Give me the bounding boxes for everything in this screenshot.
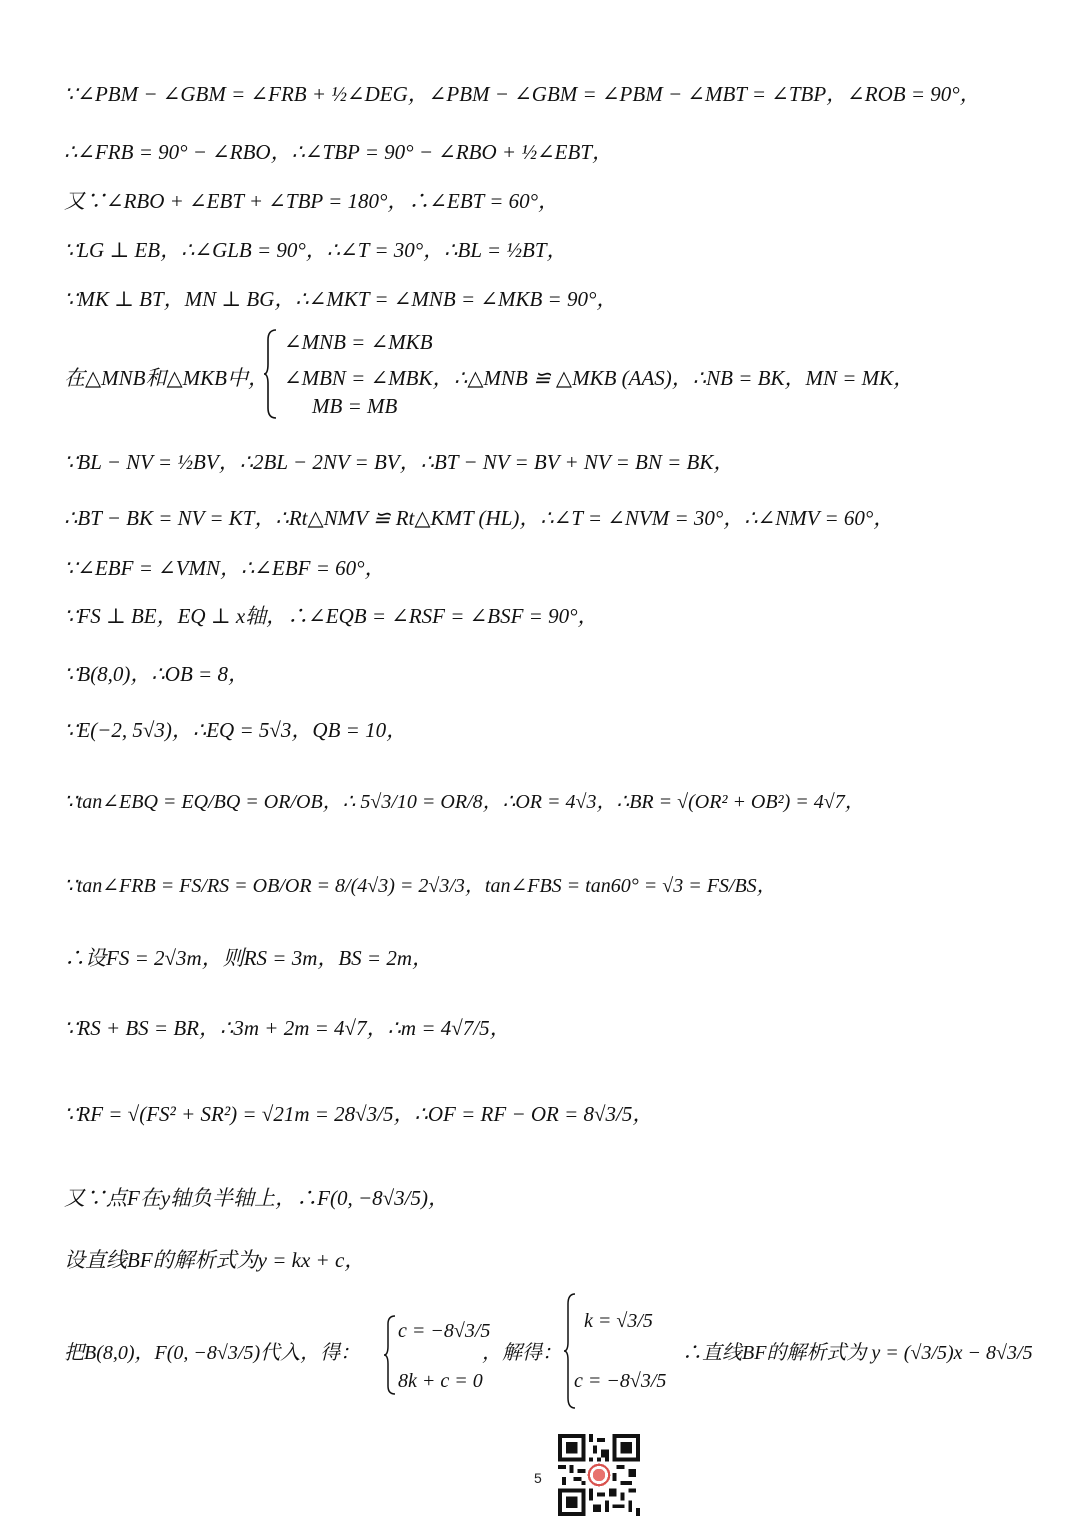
congruence-row-2: ∠MBN = ∠MBK， xyxy=(284,366,454,390)
text-line: ∴BT − BK = NV = KT，∴Rt△NMV ≌ Rt△KMT (HL)，∴∠T = ∠NVM = 30°，∴∠NMV = 60°， xyxy=(64,506,895,530)
final-solution xyxy=(64,1290,1064,1420)
text-line: 设直线BF的解析式为y = kx + c， xyxy=(64,1248,366,1272)
final-middle: ，解得： xyxy=(482,1342,562,1364)
page-number: 5 xyxy=(534,1470,542,1486)
system-2-eq-1: k = √3/5 xyxy=(584,1310,653,1332)
congruence-suffix: ∴△MNB ≌ △MKB (AAS)，∴NB = BK，MN = MK， xyxy=(454,366,915,390)
system-2-eq-2: c = −8√3/5 xyxy=(574,1370,667,1392)
text-line: ∵∠PBM − ∠GBM = ∠FRB + ½∠DEG，∠PBM − ∠GBM = ∠PBM − ∠MBT = ∠TBP，∠ROB = 90°， xyxy=(64,82,981,106)
text-line: ∵LG ⊥ EB，∴∠GLB = 90°，∴∠T = 30°，∴BL = ½BT， xyxy=(64,238,568,262)
text-line: ∵FS ⊥ BE，EQ ⊥ x轴，∴∠EQB = ∠RSF = ∠BSF = 90°， xyxy=(64,604,599,628)
congruence-proof xyxy=(64,326,1064,426)
text-line: ∵MK ⊥ BT，MN ⊥ BG，∴∠MKT = ∠MNB = ∠MKB = 90°， xyxy=(64,287,618,311)
congruence-row-3: MB = MB xyxy=(312,394,398,418)
final-suffix: ∴直线BF的解析式为 y = (√3/5)x − 8√3/5 xyxy=(682,1342,1033,1364)
final-prefix: 把B(8,0)，F(0, −8√3/5)代入，得： xyxy=(64,1342,361,1364)
text-line: ∵tan∠EBQ = EQ/BQ = OR/OB，∴ 5√3/10 = OR/8，∴OR = 4√3，∴BR = √(OR² + OB²) = 4√7， xyxy=(64,791,865,813)
system-1-eq-1: c = −8√3/5 xyxy=(398,1320,491,1342)
text-line: ∴∠FRB = 90° − ∠RBO，∴∠TBP = 90° − ∠RBO + ½∠EBT， xyxy=(64,140,614,164)
system-1-eq-2: 8k + c = 0 xyxy=(398,1370,483,1392)
text-line: ∵B(8,0)，∴OB = 8， xyxy=(64,662,249,686)
text-line: ∵E(−2, 5√3)，∴EQ = 5√3，QB = 10， xyxy=(64,718,408,742)
text-line: ∵BL − NV = ½BV，∴2BL − 2NV = BV，∴BT − NV = BV + NV = BN = BK， xyxy=(64,450,735,474)
text-line: ∵RF = √(FS² + SR²) = √21m = 28√3/5，∴OF = RF − OR = 8√3/5， xyxy=(64,1102,654,1126)
text-line: ∴设FS = 2√3m，则RS = 3m，BS = 2m， xyxy=(64,946,434,970)
left-brace-icon xyxy=(384,1314,396,1396)
qr-code-icon xyxy=(557,1434,641,1516)
text-line: ∵tan∠FRB = FS/RS = OB/OR = 8/(4√3) = 2√3/3，tan∠FBS = tan60° = √3 = FS/BS， xyxy=(64,875,777,897)
congruence-prefix: 在△MNB和△MKB中， xyxy=(64,366,269,390)
text-line: 又∵∠RBO + ∠EBT + ∠TBP = 180°，∴∠EBT = 60°， xyxy=(64,189,560,213)
text-line: 又∵点F在y轴负半轴上，∴F(0, −8√3/5)， xyxy=(64,1186,449,1210)
text-line: ∵∠EBF = ∠VMN，∴∠EBF = 60°， xyxy=(64,556,386,580)
text-line: ∵RS + BS = BR，∴3m + 2m = 4√7，∴m = 4√7/5， xyxy=(64,1016,511,1040)
congruence-row-1: ∠MNB = ∠MKB xyxy=(284,330,433,354)
left-brace-icon xyxy=(264,328,278,420)
